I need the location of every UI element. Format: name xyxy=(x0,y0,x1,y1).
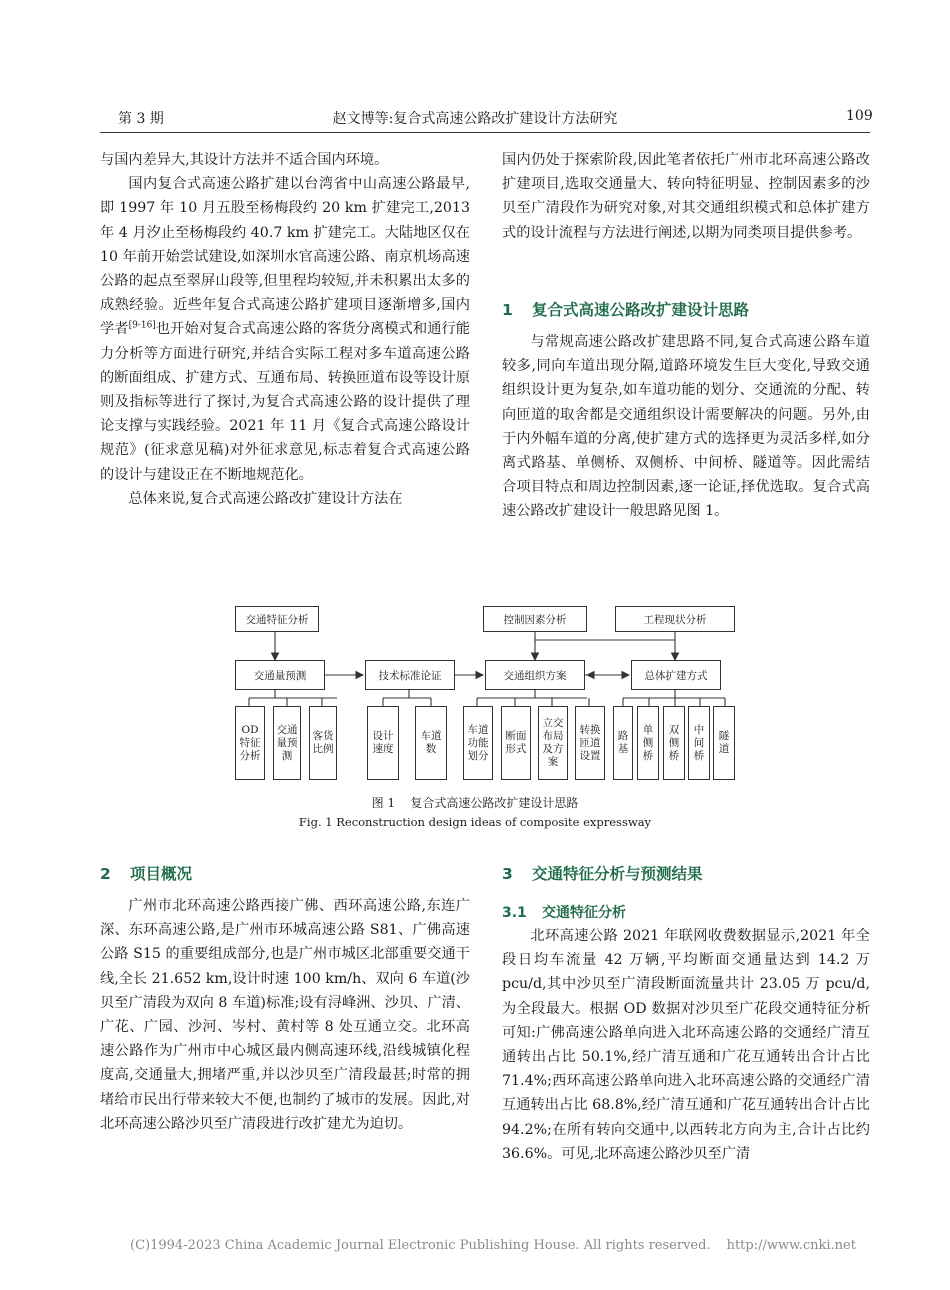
subsection-number: 3.1 xyxy=(502,905,527,921)
flowchart-leaf-box: 路 基 xyxy=(613,706,633,780)
section-2-heading xyxy=(100,862,192,884)
paragraph: 总体来说,复合式高速公路改扩建设计方法在 xyxy=(128,490,403,507)
section-number: 2 xyxy=(100,865,111,883)
figure-1-caption-zh xyxy=(0,794,950,811)
section-title: 交通特征分析与预测结果 xyxy=(532,865,703,883)
flowchart-leaf-box: 交通 量预 测 xyxy=(273,706,301,780)
section-title: 项目概况 xyxy=(130,865,193,883)
paragraph xyxy=(100,172,470,487)
footer xyxy=(130,1238,856,1253)
paragraph-text: 也开始对复合式高速公路的客货分离模式和通行能力分析等方面进行研究,并结合实际工程对多车道高速公路的断面组成、扩建方式、互通布局、转换匝道布设等设计原则及指标等进行了探讨,为复合式高速公路的设计提供了理论支撑与实践经验。2021 年 11 月《复合式高速公路设计规范》(征求意见稿)对外征求意见,标志着复合式高速公路的设计与建设正在不断地规范化。 xyxy=(100,321,470,483)
section-title: 复合式高速公路改扩建设计思路 xyxy=(532,301,750,319)
flowchart-leaf-box: 车道 功能 划分 xyxy=(463,706,493,780)
section-3-heading xyxy=(502,862,703,884)
cnki-link[interactable]: http://www.cnki.net xyxy=(726,1238,856,1253)
figure-1-caption-en: Fig. 1 Reconstruction design ideas of composite expressway xyxy=(298,815,652,829)
paragraph: 北环高速公路 2021 年联网收费数据显示,2021 年全段日均车流量 42 万辆,平均断面交通量达到 14.2 万 pcu/d,其中沙贝至广清段断面流量共计 23.05 万 pcu/d,为全段最大。根据 OD 数据对沙贝至广花段交通特征分析可知:广佛高速公路单向进入北环高速公路的交通经广清互通转出占比 50.1%,经广清互通和广花互通转出合计占比 71.4%;西环高速公路单向进入北环高速公路的交通经广清互通转出占比 68.8%,经广清互通和广花互通转出合计占比94.2%;在所有转向交通中,以西转北方向为主,合计占比约 36.6%。可见,北环高速公路沙贝至广清 xyxy=(502,928,870,1162)
section-number: 1 xyxy=(502,301,513,319)
box-overall-expansion: 总体扩建方式 xyxy=(631,660,721,690)
flowchart-leaf-box: 隧 道 xyxy=(713,706,735,780)
figure-1-flowchart xyxy=(225,598,745,788)
section-1-heading xyxy=(502,298,749,320)
box-traffic-organization: 交通组织方案 xyxy=(485,660,585,690)
issue-label: 第 3 期 xyxy=(118,111,164,127)
box-control-factors: 控制因素分析 xyxy=(483,606,587,632)
section-number: 3 xyxy=(502,865,513,883)
box-traffic-forecast: 交通量预测 xyxy=(235,660,325,690)
right-column-section-3 xyxy=(502,924,870,1166)
paragraph-text: 国内复合式高速公路扩建以台湾省中山高速公路最早,即 1997 年 10 月五股至杨梅段约 20 km 扩建完工,2013 年 4 月汐止至杨梅段约 40.7 km 扩建完工。大陆地区仅在 10 年前开始尝试建设,如深圳水官高速公路、南京机场高速公路的起点至翠屏山段等,但里程均较短,并未积累出太多的成熟经验。近些年复合式高速公路扩建项目逐渐增多,国内学者 xyxy=(100,176,470,338)
flowchart-leaf-box: 单 侧 桥 xyxy=(637,706,659,780)
caption-label: 图 1 xyxy=(371,796,396,810)
page-number: 109 xyxy=(846,108,873,124)
right-column-section-1 xyxy=(502,330,870,524)
caption-text: 复合式高速公路改扩建设计思路 xyxy=(410,796,579,810)
flowchart-leaf-box: 设计 速度 xyxy=(367,706,399,780)
flowchart-leaf-box: OD 特征 分析 xyxy=(235,706,265,780)
header-rule xyxy=(100,132,870,133)
box-tech-standard: 技术标准论证 xyxy=(365,660,455,690)
running-title: 赵文博等:复合式高速公路改扩建设计方法研究 xyxy=(332,111,618,127)
paragraph: 广州市北环高速公路西接广佛、西环高速公路,东连广深、东环高速公路,是广州市环城高速公路 S81、广佛高速公路 S15 的重要组成部分,也是广州市城区北部重要交通干线,全长 21.652 km,设计时速 100 km/h、双向 6 车道(沙贝至广清段为双向 8 车道)标准;设有浔峰洲、沙贝、广清、广花、广园、沙河、岑村、黄村等 8 处互通立交。北环高速公路作为广州市中心城区最内侧高速环线,沿线城镇化程度高,交通量大,拥堵严重,并以沙贝至广清段最甚;时常的拥堵给市民出行带来较大不便,也制约了城市的发展。因此,对北环高速公路沙贝至广清段进行改扩建尤为迫切。 xyxy=(100,898,470,1132)
subsection-title: 交通特征分析 xyxy=(542,905,626,921)
flowchart-leaf-box: 车道 数 xyxy=(415,706,447,780)
paragraph: 与常规高速公路改扩建思路不同,复合式高速公路车道较多,同向车道出现分隔,道路环境发生巨大变化,导致交通组织设计更为复杂,如车道功能的划分、交通流的分配、转向匝道的取舍都是交通组织设计需要解决的问题。另外,由于内外幅车道的分离,使扩建方式的选择更为灵活多样,如分离式路基、单侧桥、双侧桥、中间桥、隧道等。因此需结合项目特点和周边控制因素,逐一论证,择优选取。复合式高速公路改扩建设计一般思路见图 1。 xyxy=(502,334,870,520)
copyright-notice: (C)1994-2023 China Academic Journal Electronic Publishing House. All rights reserved. xyxy=(130,1238,711,1253)
left-column-section-2 xyxy=(100,894,470,1136)
subsection-3-1-heading xyxy=(502,902,626,922)
flowchart-leaf-box: 转换 匝道 设置 xyxy=(575,706,605,780)
left-column-top xyxy=(100,148,470,511)
paragraph: 国内仍处于探索阶段,因此笔者依托广州市北环高速公路改扩建项目,选取交通量大、转向特征明显、控制因素多的沙贝至广清段作为研究对象,对其交通组织模式和总体扩建方式的设计流程与方法进行阐述,以期为同类项目提供参考。 xyxy=(502,152,870,241)
box-traffic-analysis: 交通特征分析 xyxy=(235,606,319,632)
right-column-top xyxy=(502,148,870,245)
flowchart-leaf-box: 立交 布局 及方 案 xyxy=(538,706,568,780)
flowchart-leaf-box: 中 间 桥 xyxy=(688,706,710,780)
citation-ref[interactable]: [9-16] xyxy=(128,320,156,331)
paragraph: 与国内差异大,其设计方法并不适合国内环境。 xyxy=(100,152,389,168)
flowchart-leaf-box: 双 侧 桥 xyxy=(663,706,685,780)
flowchart-leaf-box: 断面 形式 xyxy=(501,706,531,780)
flowchart-leaf-box: 客货 比例 xyxy=(309,706,337,780)
box-engineering-status: 工程现状分析 xyxy=(615,606,735,632)
